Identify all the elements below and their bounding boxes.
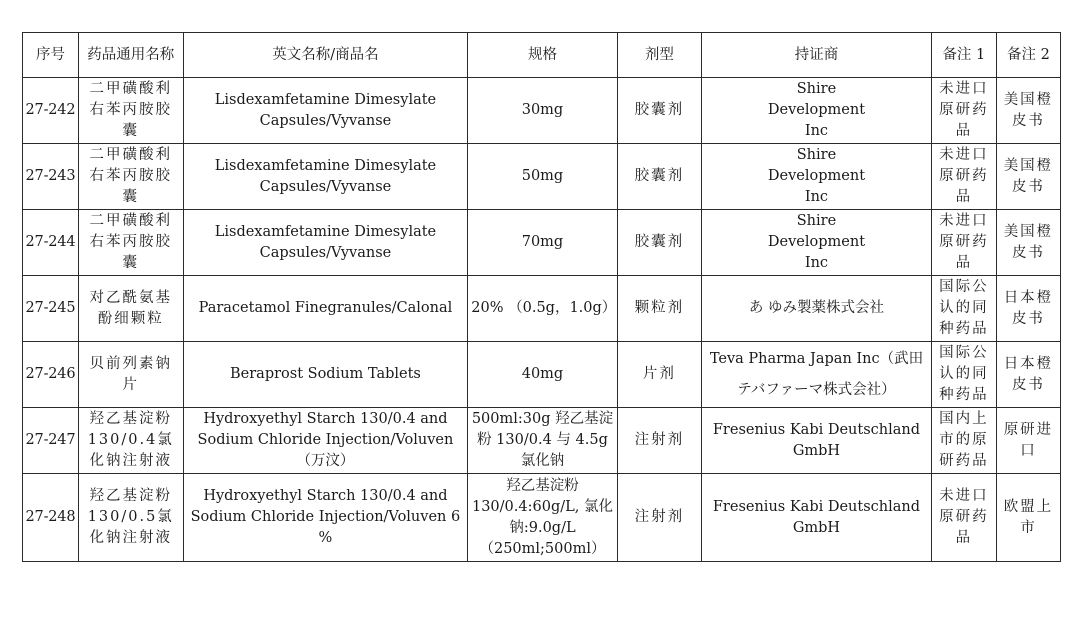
cell-form: 片剂	[617, 342, 701, 408]
cell-no: 27-248	[23, 474, 79, 562]
header-english-name: 英文名称/商品名	[183, 33, 468, 78]
holder-line: Inc	[804, 189, 829, 205]
holder-line: Fresenius Kabi Deutschland GmbH	[712, 421, 921, 459]
cell-generic-name: 贝前列素钠片	[78, 342, 183, 408]
holder-line: Shire	[796, 81, 837, 97]
cell-note1: 国际公认的同种药品	[931, 276, 996, 342]
cell-holder	[702, 276, 932, 342]
header-holder: 持证商	[702, 33, 932, 78]
cell-generic-name: 二甲磺酸利右苯丙胺胶囊	[78, 78, 183, 144]
cell-form: 注射剂	[617, 408, 701, 474]
cell-no: 27-244	[23, 210, 79, 276]
table-row	[23, 276, 1061, 342]
cell-holder	[702, 342, 932, 408]
cell-note2: 美国橙皮书	[996, 144, 1060, 210]
header-spec: 规格	[468, 33, 617, 78]
holder-line: Development	[767, 234, 866, 250]
table-row	[23, 474, 1061, 562]
cell-no: 27-246	[23, 342, 79, 408]
cell-note2: 日本橙皮书	[996, 342, 1060, 408]
holder-line: Shire	[796, 213, 837, 229]
cell-english-name: Paracetamol Finegranules/Calonal	[183, 276, 468, 342]
table-row	[23, 144, 1061, 210]
holder-line: Inc	[804, 123, 829, 139]
holder-line: Shire	[796, 147, 837, 163]
cell-note2: 美国橙皮书	[996, 210, 1060, 276]
cell-form: 胶囊剂	[617, 78, 701, 144]
cell-english-name: Lisdexamfetamine Dimesylate Capsules/Vyvanse	[183, 78, 468, 144]
cell-spec: 50mg	[468, 144, 617, 210]
cell-generic-name: 羟乙基淀粉130/0.4氯化钠注射液	[78, 408, 183, 474]
holder-line: Fresenius Kabi Deutschland GmbH	[712, 498, 921, 536]
cell-note2: 欧盟上市	[996, 474, 1060, 562]
cell-spec: 20% （0.5g，1.0g）	[468, 276, 617, 342]
cell-note2: 原研进口	[996, 408, 1060, 474]
header-no: 序号	[23, 33, 79, 78]
cell-english-name: Beraprost Sodium Tablets	[183, 342, 468, 408]
cell-generic-name: 羟乙基淀粉130/0.5氯化钠注射液	[78, 474, 183, 562]
table-row	[23, 78, 1061, 144]
cell-note2: 日本橙皮书	[996, 276, 1060, 342]
cell-generic-name: 对乙酰氨基酚细颗粒	[78, 276, 183, 342]
header-note2: 备注 2	[996, 33, 1060, 78]
cell-holder	[702, 408, 932, 474]
cell-generic-name: 二甲磺酸利右苯丙胺胶囊	[78, 144, 183, 210]
cell-english-name: Hydroxyethyl Starch 130/0.4 and Sodium Chloride Injection/Voluven 6 %	[183, 474, 468, 562]
cell-note1: 未进口原研药品	[931, 474, 996, 562]
table-row	[23, 342, 1061, 408]
cell-spec: 羟乙基淀粉 130/0.4:60g/L, 氯化钠:9.0g/L （250ml;500ml）	[468, 474, 617, 562]
table-header	[23, 33, 1061, 78]
table-row	[23, 210, 1061, 276]
cell-form: 胶囊剂	[617, 144, 701, 210]
cell-spec: 500ml:30g 羟乙基淀粉 130/0.4 与 4.5g 氯化钠	[468, 408, 617, 474]
cell-note1: 国内上市的原研药品	[931, 408, 996, 474]
table-body	[23, 78, 1061, 562]
cell-generic-name: 二甲磺酸利右苯丙胺胶囊	[78, 210, 183, 276]
cell-form: 胶囊剂	[617, 210, 701, 276]
header-generic-name: 药品通用名称	[78, 33, 183, 78]
cell-holder	[702, 144, 932, 210]
cell-no: 27-247	[23, 408, 79, 474]
cell-note2: 美国橙皮书	[996, 78, 1060, 144]
holder-line: テバファーマ株式会社）	[737, 381, 896, 398]
holder-line: Development	[767, 102, 866, 118]
cell-form: 注射剂	[617, 474, 701, 562]
cell-no: 27-243	[23, 144, 79, 210]
holder-line: Inc	[804, 255, 829, 271]
holder-line: Teva Pharma Japan Inc（武田	[709, 350, 924, 367]
cell-english-name: Lisdexamfetamine Dimesylate Capsules/Vyvanse	[183, 210, 468, 276]
drug-catalog-table	[22, 32, 1061, 562]
cell-no: 27-242	[23, 78, 79, 144]
cell-holder	[702, 474, 932, 562]
holder-line: Development	[767, 168, 866, 184]
header-row	[23, 33, 1061, 78]
table-row	[23, 408, 1061, 474]
cell-no: 27-245	[23, 276, 79, 342]
header-form: 剂型	[617, 33, 701, 78]
cell-spec: 40mg	[468, 342, 617, 408]
cell-note1: 未进口原研药品	[931, 144, 996, 210]
cell-spec: 70mg	[468, 210, 617, 276]
cell-holder	[702, 78, 932, 144]
cell-english-name: Lisdexamfetamine Dimesylate Capsules/Vyvanse	[183, 144, 468, 210]
cell-note1: 未进口原研药品	[931, 210, 996, 276]
cell-spec: 30mg	[468, 78, 617, 144]
cell-form: 颗粒剂	[617, 276, 701, 342]
cell-holder	[702, 210, 932, 276]
cell-note1: 未进口原研药品	[931, 78, 996, 144]
cell-note1: 国际公认的同种药品	[931, 342, 996, 408]
holder-line: あ ゆみ製薬株式会社	[748, 300, 884, 316]
cell-english-name: Hydroxyethyl Starch 130/0.4 and Sodium Chloride Injection/Voluven（万汶）	[183, 408, 468, 474]
header-note1: 备注 1	[931, 33, 996, 78]
